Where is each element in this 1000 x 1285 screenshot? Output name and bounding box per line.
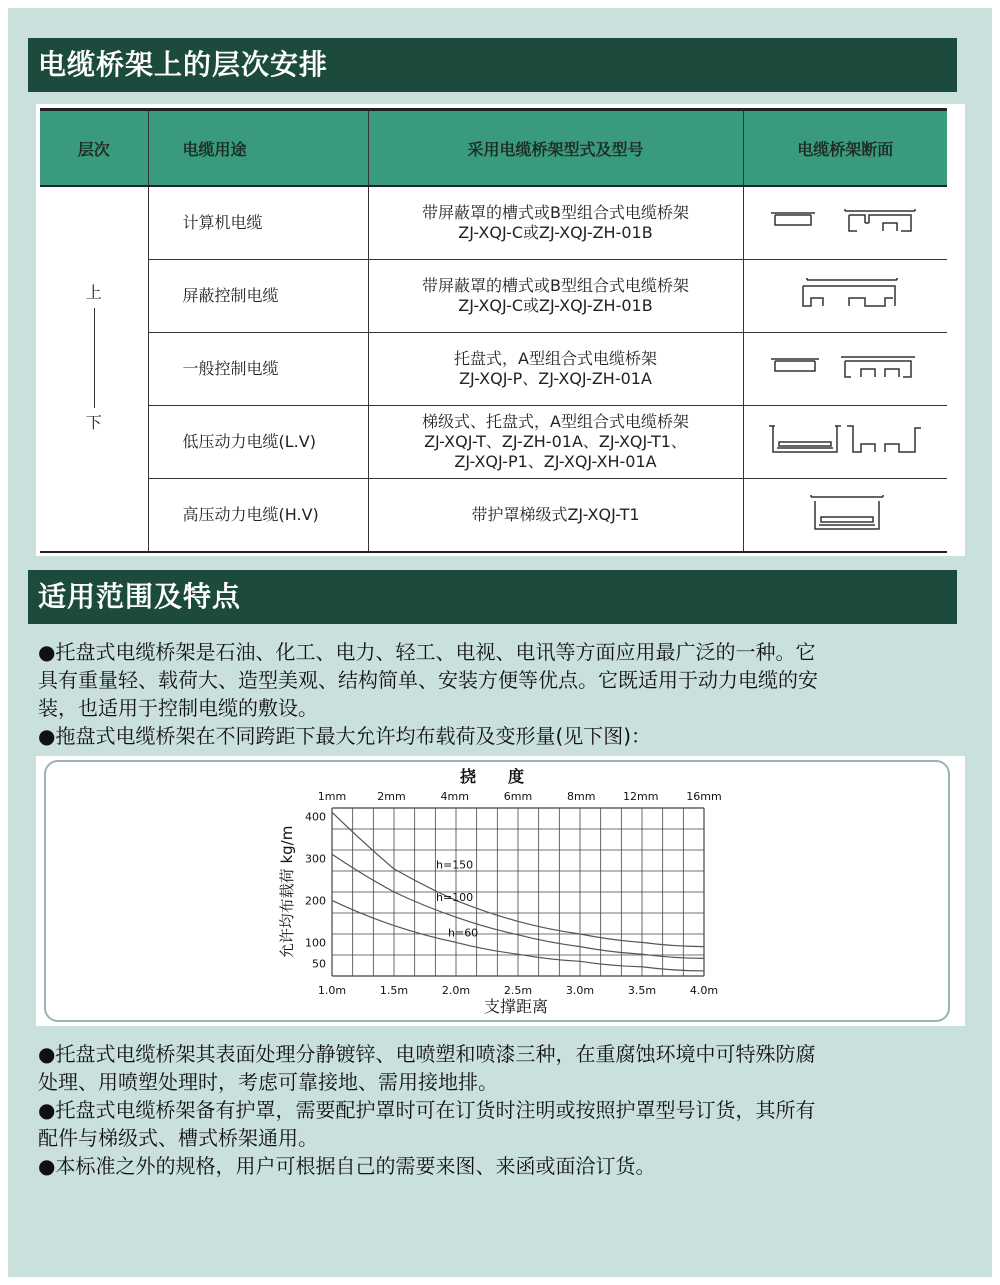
- type-line: 托盘式，A型组合式电缆桥架: [454, 349, 657, 368]
- table-row: [40, 186, 947, 260]
- finish-line: 配件与梯级式、槽式桥架通用。: [38, 1126, 318, 1150]
- table-row: [40, 260, 947, 333]
- type-cell: [368, 186, 743, 260]
- features-line: ●托盘式电缆桥架是石油、化工、电力、轻工、电视、电讯等方面应用最广泛的一种。它: [38, 640, 816, 664]
- features-line: 装，也适用于控制电缆的敷设。: [38, 696, 318, 720]
- tray-and-a-combo-section-icon: [765, 347, 925, 387]
- finish-line: 处理、用喷塑处理时，考虑可靠接地、需用接地排。: [38, 1070, 498, 1094]
- layer-arrangement-table: [40, 108, 947, 553]
- deflection-tick-label: 2mm: [377, 790, 406, 803]
- y-tick-label: 100: [305, 936, 326, 950]
- section-title-layer-arrangement: 电缆桥架上的层次安排: [28, 38, 957, 92]
- x-tick-label: 4.0m: [689, 984, 719, 997]
- y-tick-label: 300: [305, 852, 326, 866]
- usage-cell: 高压动力电缆(H.V): [148, 479, 368, 553]
- deflection-tick-label: 16mm: [686, 790, 722, 803]
- section-title-scope-features: 适用范围及特点: [28, 570, 957, 624]
- x-tick-label: 2.5m: [503, 984, 533, 997]
- ladder-and-combo-section-icon: [765, 420, 925, 460]
- type-line: ZJ-XQJ-C或ZJ-XQJ-ZH-01B: [458, 223, 653, 242]
- table-row: [40, 333, 947, 406]
- table-header-row: [40, 110, 947, 187]
- deflection-tick-label: 1mm: [317, 790, 347, 803]
- type-line: ZJ-XQJ-P、ZJ-XQJ-ZH-01A: [459, 369, 652, 388]
- type-line: 带屏蔽罩的槽式或B型组合式电缆桥架: [422, 203, 689, 222]
- series-label: h=60: [448, 926, 479, 940]
- header-level: 层次: [40, 110, 148, 187]
- finish-line: ●托盘式电缆桥架备有护罩，需要配护罩时可在订货时注明或按照护罩型号订货，其所有: [38, 1098, 816, 1122]
- features-line: ●拖盘式电缆桥架在不同跨距下最大允许均布载荷及变形量(见下图)：: [38, 724, 652, 748]
- type-line: 带护罩梯级式ZJ-XQJ-T1: [471, 505, 640, 524]
- usage-cell: 一般控制电缆: [148, 333, 368, 406]
- x-axis-label: 支撑距离: [483, 997, 549, 1016]
- table-row: [40, 406, 947, 479]
- type-cell: [368, 479, 743, 553]
- type-line: 带屏蔽罩的槽式或B型组合式电缆桥架: [422, 276, 689, 295]
- usage-cell: 计算机电缆: [148, 186, 368, 260]
- section-cell: [743, 406, 947, 479]
- level-top-label: 上: [85, 283, 102, 302]
- usage-cell: 屏蔽控制电缆: [148, 260, 368, 333]
- type-line: ZJ-XQJ-P1、ZJ-XQJ-XH-01A: [454, 452, 657, 471]
- level-arrow-line: [94, 308, 95, 408]
- section-cell: [743, 333, 947, 406]
- type-cell: [368, 333, 743, 406]
- x-tick-label: 3.0m: [565, 984, 595, 997]
- x-tick-label: 2.0m: [441, 984, 471, 997]
- b-combo-with-cover-section-icon: [765, 274, 925, 314]
- section-cell: [743, 479, 947, 553]
- table-row: [40, 479, 947, 553]
- deflection-tick-label: 4mm: [440, 790, 469, 803]
- y-tick-label: 200: [305, 894, 326, 908]
- load-deflection-chart: [260, 764, 760, 1020]
- trough-with-cover-and-b-combo-section-icon: [765, 201, 925, 241]
- header-usage: 电缆用途: [148, 110, 368, 187]
- level-column: [40, 186, 148, 552]
- section-cell: [743, 260, 947, 333]
- type-line: ZJ-XQJ-T、ZJ-ZH-01A、ZJ-XQJ-T1、: [424, 432, 687, 451]
- x-tick-label: 1.5m: [379, 984, 409, 997]
- level-bottom-label: 下: [85, 413, 102, 432]
- features-line: 具有重量轻、载荷大、造型美观、结构简单、安装方便等优点。它既适用于动力电缆的安: [38, 668, 818, 692]
- x-tick-label: 3.5m: [627, 984, 657, 997]
- deflection-tick-label: 8mm: [567, 790, 596, 803]
- usage-cell: 低压动力电缆(L.V): [148, 406, 368, 479]
- y-tick-label: 50: [312, 957, 326, 971]
- y-axis-label: 允许均布载荷 kg/m: [278, 825, 296, 959]
- deflection-tick-label: 6mm: [503, 790, 533, 803]
- deflection-tick-label: 12mm: [623, 790, 659, 803]
- finish-paragraph: [38, 1040, 958, 1180]
- header-cross-section: 电缆桥架断面: [743, 110, 947, 187]
- section-cell: [743, 186, 947, 260]
- type-cell: [368, 406, 743, 479]
- header-type-model: 采用电缆桥架型式及型号: [368, 110, 743, 187]
- type-line: ZJ-XQJ-C或ZJ-XQJ-ZH-01B: [458, 296, 653, 315]
- finish-line: ●本标准之外的规格，用户可根据自己的需要来图、来函或面洽订货。: [38, 1154, 656, 1178]
- x-tick-label: 1.0m: [317, 984, 347, 997]
- finish-line: ●托盘式电缆桥架其表面处理分静镀锌、电喷塑和喷漆三种，在重腐蚀环境中可特殊防腐: [38, 1042, 816, 1066]
- chart-title: 挠 度: [459, 767, 525, 786]
- series-label: h=150: [436, 858, 474, 872]
- y-tick-label: 400: [305, 810, 326, 824]
- features-paragraph: [38, 638, 958, 750]
- type-cell: [368, 260, 743, 333]
- covered-ladder-section-icon: [765, 491, 925, 535]
- series-label: h=100: [436, 891, 474, 905]
- type-line: 梯级式、托盘式，A型组合式电缆桥架: [422, 412, 689, 431]
